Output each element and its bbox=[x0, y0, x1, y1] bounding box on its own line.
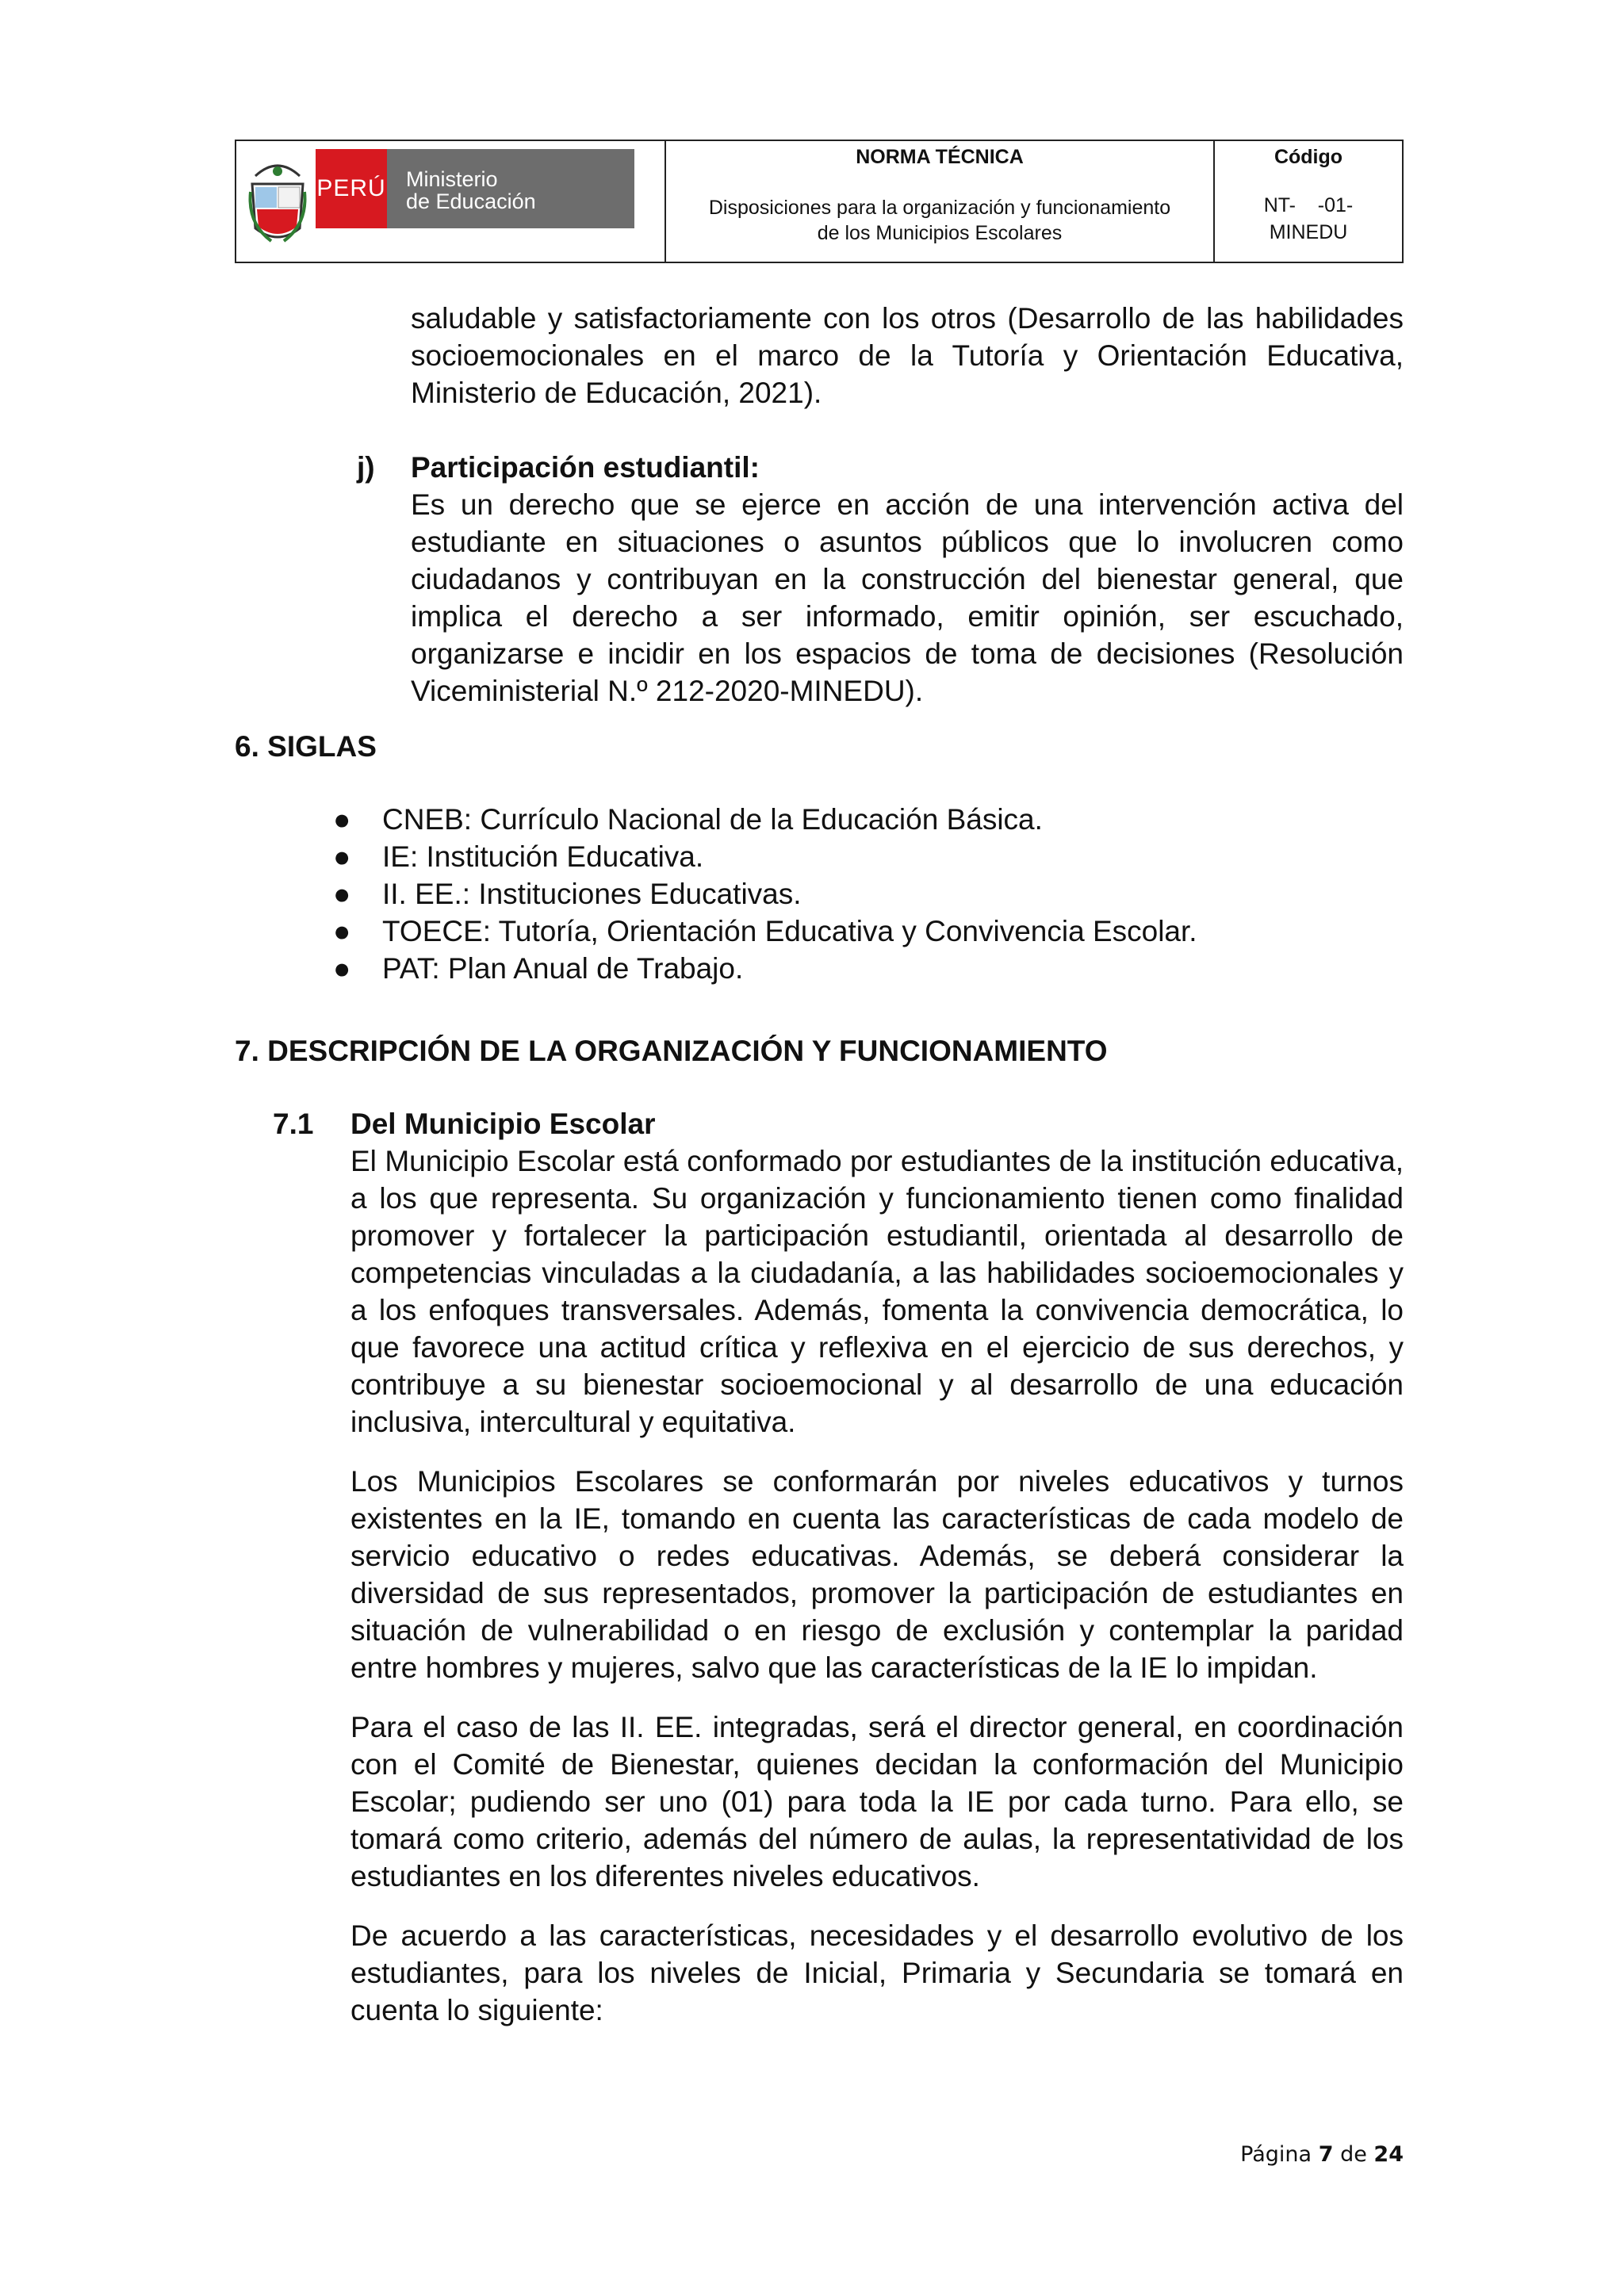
code-value-line2: MINEDU bbox=[1269, 221, 1348, 243]
page-word: Página bbox=[1240, 2142, 1312, 2167]
subsection-number: 7.1 bbox=[273, 1108, 314, 1140]
code-label: Código bbox=[1274, 146, 1343, 168]
item-j-marker: j) bbox=[357, 451, 375, 484]
norm-title bbox=[666, 195, 1213, 246]
sigla-text: PAT: Plan Anual de Trabajo. bbox=[382, 952, 744, 985]
peru-logo-block: PERÚ bbox=[316, 149, 387, 228]
code-value-line1: NT- -01- bbox=[1263, 194, 1354, 216]
list-item bbox=[333, 950, 1364, 987]
bullet-icon: ● bbox=[333, 803, 351, 836]
norm-title-line1: Disposiciones para la organización y funcionamiento bbox=[708, 197, 1171, 219]
list-item bbox=[333, 801, 1364, 838]
document-header-table bbox=[235, 140, 1404, 263]
paragraph: El Municipio Escolar está conformado por estudiantes de la institución educativa, a los que representa. Su organización y funcionamiento tienen como finalidad promover y fortalecer la participación estudiantil, orientada al desarrollo de competencias vinculadas a la ciudadanía, a las habilidades socioemocionales y a los enfoques transversales. Además, fomenta la convivencia democrática, lo que favorece una actitud crítica y reflexiva en el ejercicio de sus derechos, y contribuye a su bienestar socioemocional y al desarrollo de una educación inclusiva, intercultural y equitativa. bbox=[350, 1145, 1404, 1438]
list-item bbox=[333, 913, 1364, 950]
norm-title-line2: de los Municipios Escolares bbox=[817, 222, 1063, 244]
header-code-cell bbox=[1215, 141, 1402, 262]
paragraph: Para el caso de las II. EE. integradas, será el director general, en coordinación con el Comité de Bienestar, quienes decidan la conformación del Municipio Escolar; pudiendo ser uno (01) para toda la IE por cada turno. Para ello, se tomará como criterio, además del número de aulas, la representatividad de los estudiantes en los diferentes niveles educativos. bbox=[350, 1711, 1404, 1892]
bullet-icon: ● bbox=[333, 915, 351, 947]
ministry-logo-line1: Ministerio bbox=[406, 167, 498, 191]
continuation-paragraph bbox=[411, 300, 1404, 411]
section-6-heading: 6. SIGLAS bbox=[235, 730, 377, 763]
code-value bbox=[1215, 192, 1402, 246]
subsection-title: Del Municipio Escolar bbox=[350, 1108, 656, 1140]
list-item bbox=[333, 838, 1364, 875]
paragraph: De acuerdo a las características, necesidades y el desarrollo evolutivo de los estudiantes, para los niveles de Inicial, Primaria y Secundaria se tomará en cuenta lo siguiente: bbox=[350, 1919, 1404, 2026]
continuation-text: saludable y satisfactoriamente con los otros (Desarrollo de las habilidades socioemocionales en el marco de la Tutoría y Orientación Educativa, Ministerio de Educación, 2021). bbox=[411, 302, 1404, 409]
subsection-body bbox=[350, 1142, 1404, 2029]
sigla-text: CNEB: Currículo Nacional de la Educación Básica. bbox=[382, 803, 1043, 836]
paragraph: Los Municipios Escolares se conformarán por niveles educativos y turnos existentes en la IE, tomando en cuenta las características de cada modelo de servicio educativo o redes educativas. Además, se deberá considerar la diversidad de sus representados, promover la participación de estudiantes en situación de vulnerabilidad o en riesgo de exclusión y contemplar la paridad entre hombres y mujeres, salvo que las características de la IE lo impidan. bbox=[350, 1465, 1404, 1684]
item-j-title: Participación estudiantil: bbox=[411, 451, 760, 484]
list-item bbox=[333, 875, 1364, 913]
item-j-paragraph bbox=[411, 486, 1404, 710]
ministry-logo-line2: de Educación bbox=[406, 189, 536, 213]
sigla-text: II. EE.: Instituciones Educativas. bbox=[382, 878, 802, 910]
sigla-text: IE: Institución Educativa. bbox=[382, 840, 704, 873]
item-j-text: Es un derecho que se ejerce en acción de una intervención activa del estudiante en situaciones o asuntos públicos que lo involucren como ciudadanos y contribuyan en la construcción del bienestar general, que implica el derecho a ser informado, emitir opinión, ser escuchado, organizarse e incidir en los espacios de toma de decisiones (Resolución Viceministerial N.º 212-2020-MINEDU). bbox=[411, 488, 1404, 707]
bullet-icon: ● bbox=[333, 840, 351, 873]
header-logo-cell bbox=[236, 141, 666, 262]
page-number bbox=[1240, 2142, 1404, 2167]
page-current: 7 bbox=[1318, 2142, 1334, 2167]
ministry-logo-block bbox=[387, 149, 634, 228]
norm-label: NORMA TÉCNICA bbox=[856, 146, 1024, 168]
page-of: de bbox=[1340, 2142, 1367, 2167]
section-7-heading: 7. DESCRIPCIÓN DE LA ORGANIZACIÓN Y FUNCIONAMIENTO bbox=[235, 1035, 1108, 1067]
bullet-icon: ● bbox=[333, 952, 351, 985]
siglas-list bbox=[333, 801, 1364, 987]
header-title-cell bbox=[666, 141, 1215, 262]
page-total: 24 bbox=[1373, 2142, 1404, 2167]
bullet-icon: ● bbox=[333, 878, 351, 910]
sigla-text: TOECE: Tutoría, Orientación Educativa y Convivencia Escolar. bbox=[382, 915, 1197, 947]
peru-coat-of-arms-icon bbox=[247, 152, 308, 252]
